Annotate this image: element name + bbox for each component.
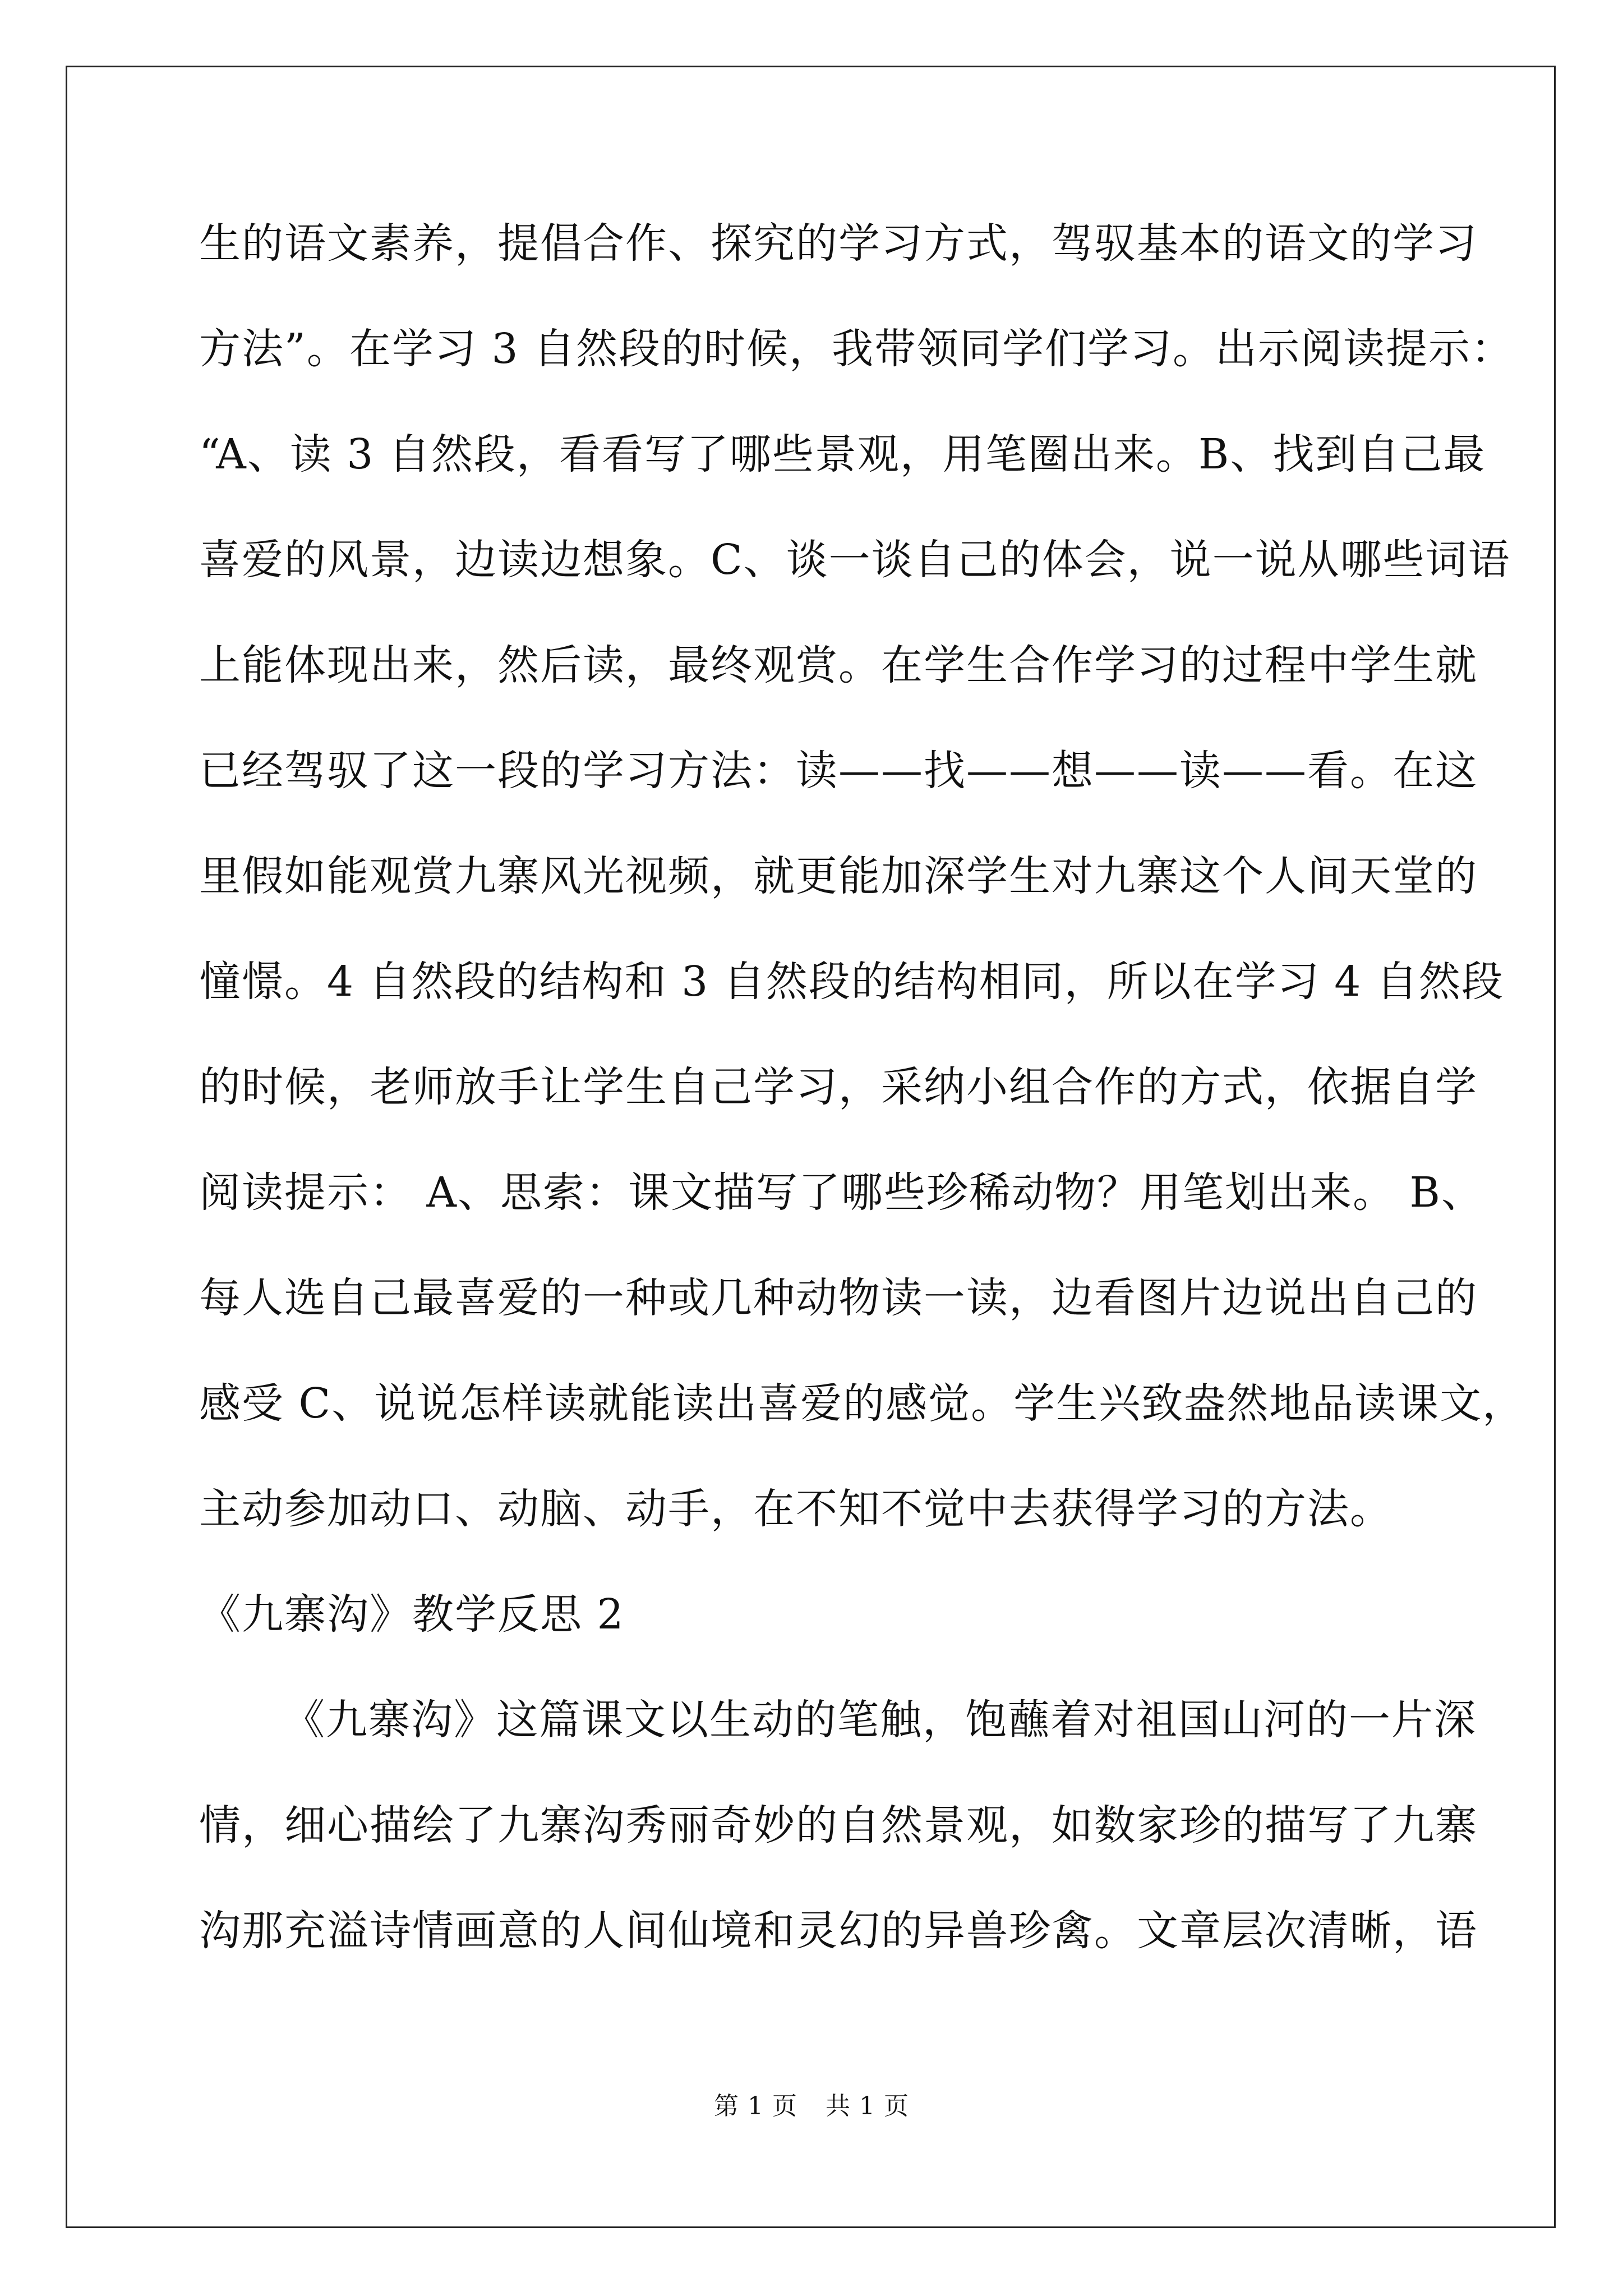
text-line: 方法”。在学习 3 自然段的时候，我带领同学们学习。出示阅读提示： [199, 325, 1514, 373]
text-line: 已经驾驭了这一段的学习方法：读——找——想——读——看。在这 [199, 747, 1478, 795]
text-line: 主动参加动口、动脑、动手，在不知不觉中去获得学习的方法。 [199, 1485, 1393, 1533]
text-line: 的时候，老师放手让学生自己学习，采纳小组合作的方式，依据自学 [199, 1063, 1478, 1111]
document-body [199, 191, 1525, 1984]
text-line: 阅读提示： A、思索：课文描写了哪些珍稀动物？用笔划出来。 B、 [199, 1168, 1484, 1217]
page-total: 共 1 页 [826, 2092, 909, 2120]
page-footer [0, 2086, 1623, 2122]
text-line: 沟那充溢诗情画意的人间仙境和灵幻的异兽珍禽。文章层次清晰，语 [199, 1907, 1478, 1955]
text-line: 生的语文素养，提倡合作、探究的学习方式，驾驭基本的语文的学习 [199, 219, 1478, 268]
text-line: 感受 C、说说怎样读就能读出喜爱的感觉。学生兴致盎然地品读课文， [199, 1379, 1525, 1428]
text-line: 上能体现出来，然后读，最终观赏。在学生合作学习的过程中学生就 [199, 641, 1478, 689]
text-line: 情，细心描绘了九寨沟秀丽奇妙的自然景观，如数家珍的描写了九寨 [199, 1801, 1478, 1849]
text-line: 喜爱的风景，边读边想象。C、谈一谈自己的体会，说一说从哪些词语 [199, 536, 1511, 584]
text-line: 里假如能观赏九寨风光视频，就更能加深学生对九寨这个人间天堂的 [199, 852, 1478, 900]
text-line: 憧憬。4 自然段的结构和 3 自然段的结构相同，所以在学习 4 自然段 [199, 958, 1504, 1006]
section-title: 《九寨沟》教学反思 2 [199, 1590, 625, 1639]
text-line: 《九寨沟》这篇课文以生动的笔触，饱蘸着对祖国山河的一片深 [283, 1696, 1477, 1744]
text-line: “A、读 3 自然段，看看写了哪些景观，用笔圈出来。B、找到自己最 [199, 430, 1486, 478]
text-line: 每人选自己最喜爱的一种或几种动物读一读，边看图片边说出自己的 [199, 1274, 1478, 1322]
page-number: 第 1 页 [714, 2092, 797, 2120]
